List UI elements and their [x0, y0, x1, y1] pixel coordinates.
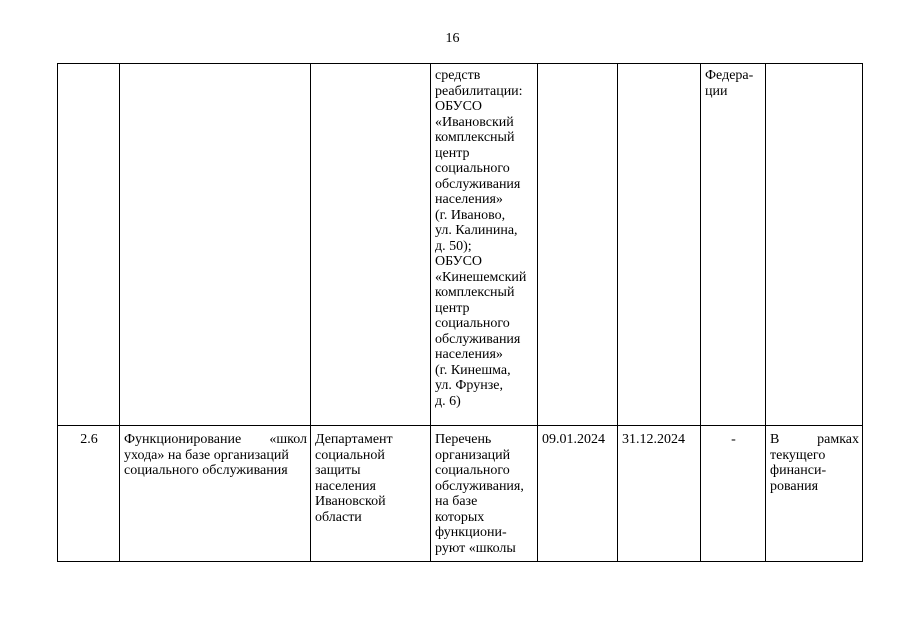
cell-line: населения [315, 478, 376, 494]
cell-name [120, 426, 311, 562]
cell-executor [311, 64, 431, 426]
cell-end: 31.12.2024 [618, 426, 701, 562]
cell-line: обслуживания, [435, 478, 524, 494]
cell-line: текущего [770, 447, 826, 463]
cell-line: центр [435, 145, 470, 161]
cell-line: ОБУСО [435, 254, 483, 269]
cell-line: (г. Кинешма, [435, 362, 511, 378]
cell-line: д. 50); [435, 238, 472, 254]
cell-line: обслуживания [435, 176, 521, 192]
cell-line: функциони- [435, 525, 507, 540]
cell-line: организаций [435, 447, 511, 463]
cell-line: комплексный [435, 130, 515, 145]
cell-line: которых [435, 509, 485, 525]
cell-num [58, 64, 120, 426]
cell-line: ции [705, 83, 728, 99]
page-number: 16 [445, 31, 460, 46]
cell-line: (г. Иваново, [435, 207, 506, 223]
cell-line: области [315, 509, 362, 525]
cell-line: В рамках [770, 432, 859, 447]
cell-line: руют «школы [435, 540, 516, 556]
cell-result [431, 64, 538, 426]
cell-line: ОБУСО [435, 99, 483, 114]
cell-line: финанси- [770, 463, 827, 478]
cell-line: социальной [315, 447, 385, 463]
cell-line: ухода» на базе организаций [124, 447, 289, 463]
cell-line: социального [435, 463, 510, 478]
cell-line: «Ивановский [435, 114, 514, 130]
cell-col7 [701, 64, 766, 426]
cell-line: защиты [315, 463, 361, 478]
cell-line: средств [435, 68, 481, 83]
cell-line: населения» [435, 192, 503, 207]
cell-line: реабилитации: [435, 83, 523, 99]
cell-line: ул. Фрунзе, [435, 378, 503, 393]
cell-line: Перечень [435, 432, 492, 447]
cell-start: 09.01.2024 [538, 426, 618, 562]
cell-line: социального [435, 161, 510, 176]
cell-result [431, 426, 538, 562]
cell-line: «Кинешемский [435, 269, 527, 285]
cell-line: рования [770, 478, 819, 494]
cell-line: д. 6) [435, 393, 461, 409]
cell-line: Федера- [705, 68, 754, 83]
cell-line: центр [435, 300, 470, 316]
cell-line: ул. Калинина, [435, 223, 518, 238]
cell-line: социального [435, 316, 510, 331]
cell-col8 [766, 64, 863, 426]
cell-end [618, 64, 701, 426]
cell-start [538, 64, 618, 426]
table-row [58, 426, 863, 562]
cell-col8 [766, 426, 863, 562]
cell-line: Ивановской [315, 494, 386, 509]
cell-num: 2.6 [58, 426, 120, 562]
cell-line: на базе [435, 494, 478, 509]
cell-col7: - [701, 426, 766, 562]
cell-line: социального обслуживания [124, 463, 288, 478]
plan-table [57, 63, 863, 562]
cell-line: комплексный [435, 285, 515, 300]
cell-line: Департамент [315, 432, 393, 447]
cell-name [120, 64, 311, 426]
cell-executor [311, 426, 431, 562]
cell-line: Функционирование «школ [124, 432, 307, 447]
cell-line: обслуживания [435, 331, 521, 347]
cell-line: населения» [435, 347, 503, 362]
table-row [58, 64, 863, 426]
